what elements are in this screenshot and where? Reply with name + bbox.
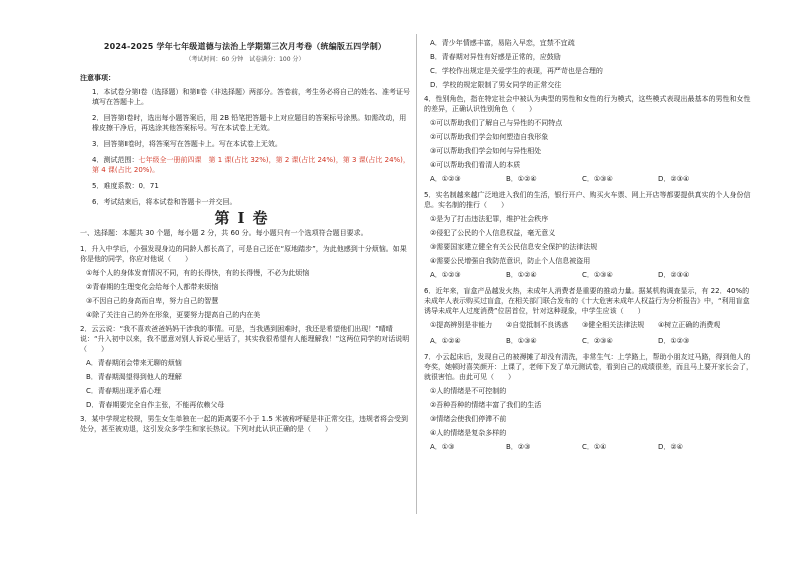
option: B．青春期渴望得到他人的理解 — [86, 373, 182, 381]
option: ②青春期的生理变化会给每个人都带来烦恼 — [86, 283, 219, 291]
option: D．青春期要完全自作主张，不能再依赖父母 — [86, 401, 225, 409]
scope-text: 七年级全一册前四课 第 1 课(占比 32%)，第 2 课(占比 24%)，第 3 课(占比 24%)，第 4 课(占比 20%)。 — [92, 156, 410, 174]
answer-c: C．②③④ — [582, 337, 613, 345]
question-1 — [80, 244, 410, 320]
option: ②侵犯了公民的个人信息权益，毫无意义 — [430, 229, 556, 237]
statement: ①提高辨别是非能力 — [430, 321, 493, 329]
answer-d: D．②③④ — [658, 175, 690, 183]
answer-choices — [424, 270, 754, 280]
question-stem: 7．小云起床后，发现自己的被褥摊了却没有清洗，非常生气：上学路上，帮助小朋友过马路，得到他人的夸奖，她顿时喜笑颜开：上课了，老师下发了单元测试卷，看到自己的成绩很差，而且马上要开家长会了，就很害怕。由此可见（ ） — [424, 353, 753, 381]
option: ②吾种吾种的情绪丰富了我们的生活 — [430, 401, 542, 409]
option: ④可以帮助我们看清人的本质 — [430, 161, 521, 169]
note-item: 3．回答第Ⅱ卷时，将答案写在答题卡上。写在本试卷上无效。 — [92, 140, 282, 148]
section-title: 第Ⅰ卷 — [214, 209, 276, 227]
option: ③不因自己的身高而自卑，努力自己的智慧 — [86, 297, 219, 305]
option: C．学校作出规定是关爱学生的表现，再严苛也是合理的 — [430, 67, 603, 75]
note-item: 1．本试卷分第Ⅰ卷（选择题）和第Ⅱ卷（非选择题）两部分。答卷前，考生务必将自己的姓名、准考证号填写在答题卡上。 — [92, 88, 410, 106]
answer-a: A．①②③ — [430, 175, 461, 183]
question-stem: 2．云云说：“我不喜欢爸爸妈妈干涉我的事情。可是，当我遇到困难时，我还是希望他们出现！”晴晴说：“升入初中以来，我不愿意对别人诉说心里话了，其实我很希望有人能理解我！”这两位同学的对话说明（ ） — [80, 325, 410, 353]
option: B．青春期对异性有好感是正常的，应鼓励 — [430, 53, 561, 61]
question-2 — [80, 324, 410, 410]
option: ①每个人的身体发育情况不同，有的长得快，有的长得慢，不必为此烦恼 — [86, 269, 310, 277]
question-stem: 1．升入中学后，小强发现身边的同龄人都长高了，可是自己还在“原地踏步”，为此他感到十分烦恼。如果你是他的同学，你应对他说（ ） — [80, 245, 407, 263]
answer-c: C．①④ — [582, 443, 607, 451]
answer-a: A．①③ — [430, 443, 455, 451]
section-intro: 一、选择题：本题共 30 个题，每小题 2 分，共 60 分。每小题只有一个选项符合题目要求。 — [80, 229, 368, 237]
scope-label: 4．测试范围： — [92, 156, 139, 164]
note-item: 2．回答第Ⅰ卷时，选出每小题答案后，用 2B 铅笔把答题卡上对应题目的答案标号涂黑。如需改动，用橡皮擦干净后，再选涂其他答案标号。写在本试卷上无效。 — [92, 114, 407, 132]
option: ③需要国家建立健全有关公民信息安全保护的法律法规 — [430, 243, 598, 251]
option: ④人的情绪是复杂多样的 — [430, 429, 507, 437]
answer-d: D．②④ — [658, 443, 683, 451]
note-item: 6．考试结束后，将本试卷和答题卡一并交回。 — [92, 198, 237, 206]
option: ③可以帮助我们学会如何与异性相处 — [430, 147, 542, 155]
option: ④需要公民增强自我防范意识，防止个人信息被盗用 — [430, 257, 591, 265]
right-column — [424, 38, 754, 458]
option: D．学校的规定限制了男女同学的正常交往 — [430, 81, 562, 89]
option: A．青春期闭会带来无聊的烦恼 — [86, 359, 182, 367]
question-3 — [80, 414, 410, 434]
answer-d: D．②③④ — [658, 271, 690, 279]
option: ①是为了打击违法犯罪，维护社会秩序 — [430, 215, 549, 223]
option: C．青春期出现矛盾心理 — [86, 387, 161, 395]
column-divider — [416, 34, 417, 514]
answer-c: C．①③④ — [582, 175, 613, 183]
option: ②可以帮助我们学会如何塑造自我形象 — [430, 133, 549, 141]
question-5 — [424, 190, 754, 280]
question-stem: 4．性别角色，指在特定社会中被认为典型的男性和女性的行为模式，这些模式表现出最基本的男性和女性的差异，正确认识性别角色（ ） — [424, 95, 751, 113]
option: ①人的情绪是不可控制的 — [430, 387, 507, 395]
question-3-options — [424, 38, 754, 90]
option: ①可以帮助我们了解自己与异性的不同特点 — [430, 119, 563, 127]
question-stem: 6．近年来，盲盒产品越发火热，未成年人消费者是重要的推动力量。据某机构调查显示，有 22．40%的未成年人表示购买过盲盒，在相关部门联合发布的《十大危害未成年人权益行为分析报告》中，“利用盲盒诱导未成年人过度消费”位居首位，针对这种现象，中学生应该（ ） — [424, 287, 750, 315]
statement: ②自觉抵制不良诱惑 — [506, 321, 569, 329]
question-6 — [424, 286, 754, 346]
answer-choices — [424, 336, 754, 346]
answer-choices — [424, 442, 754, 452]
option: ③情绪会使我们停滞不前 — [430, 415, 507, 423]
option: A．青少年情感丰富，易陷入早恋，宜禁不宜疏 — [430, 39, 575, 47]
answer-a: A．①②③ — [430, 271, 461, 279]
question-stem: 3．某中学规定校规，男生女生单独在一起的距离要不小于 1.5 米被称呼疑是非正常交往，违规者将会受到处分，甚至被劝退，这引发众多学生和家长热议。下列对此认识正确的是（ ） — [80, 415, 409, 433]
note-item: 5．难度系数：0．71 — [92, 182, 159, 190]
question-4 — [424, 94, 754, 184]
note-scope — [80, 155, 410, 175]
exam-title: 2024-2025 学年七年级道德与法治上学期第三次月考卷（统编版五四学制） — [103, 42, 387, 51]
answer-b: B．①③④ — [506, 337, 537, 345]
answer-b: B．①②④ — [506, 271, 537, 279]
answer-a: A．①②④ — [430, 337, 461, 345]
answer-d: D．①②③ — [658, 337, 690, 345]
answer-b: B．②③ — [506, 443, 531, 451]
notes-heading: 注意事项： — [80, 74, 115, 82]
question-7 — [424, 352, 754, 452]
exam-subtitle: （考试时间：60 分钟 试卷满分：100 分） — [185, 56, 305, 63]
statement: ④树立正确的消费观 — [658, 321, 721, 329]
statement-choices — [424, 320, 754, 330]
answer-b: B．①②④ — [506, 175, 537, 183]
statement: ③健全相关法律法规 — [582, 321, 645, 329]
left-column — [80, 38, 410, 438]
question-stem: 5．实名制越来越广泛地进入我们的生活，银行开户、购买火车票、网上开店等都要提供真实的个人身份信息。实名制的推行（ ） — [424, 191, 751, 209]
answer-c: C．①③④ — [582, 271, 613, 279]
option: ④除了关注自己的外在形象，更要努力提高自己的内在美 — [86, 311, 261, 319]
answer-choices — [424, 174, 754, 184]
